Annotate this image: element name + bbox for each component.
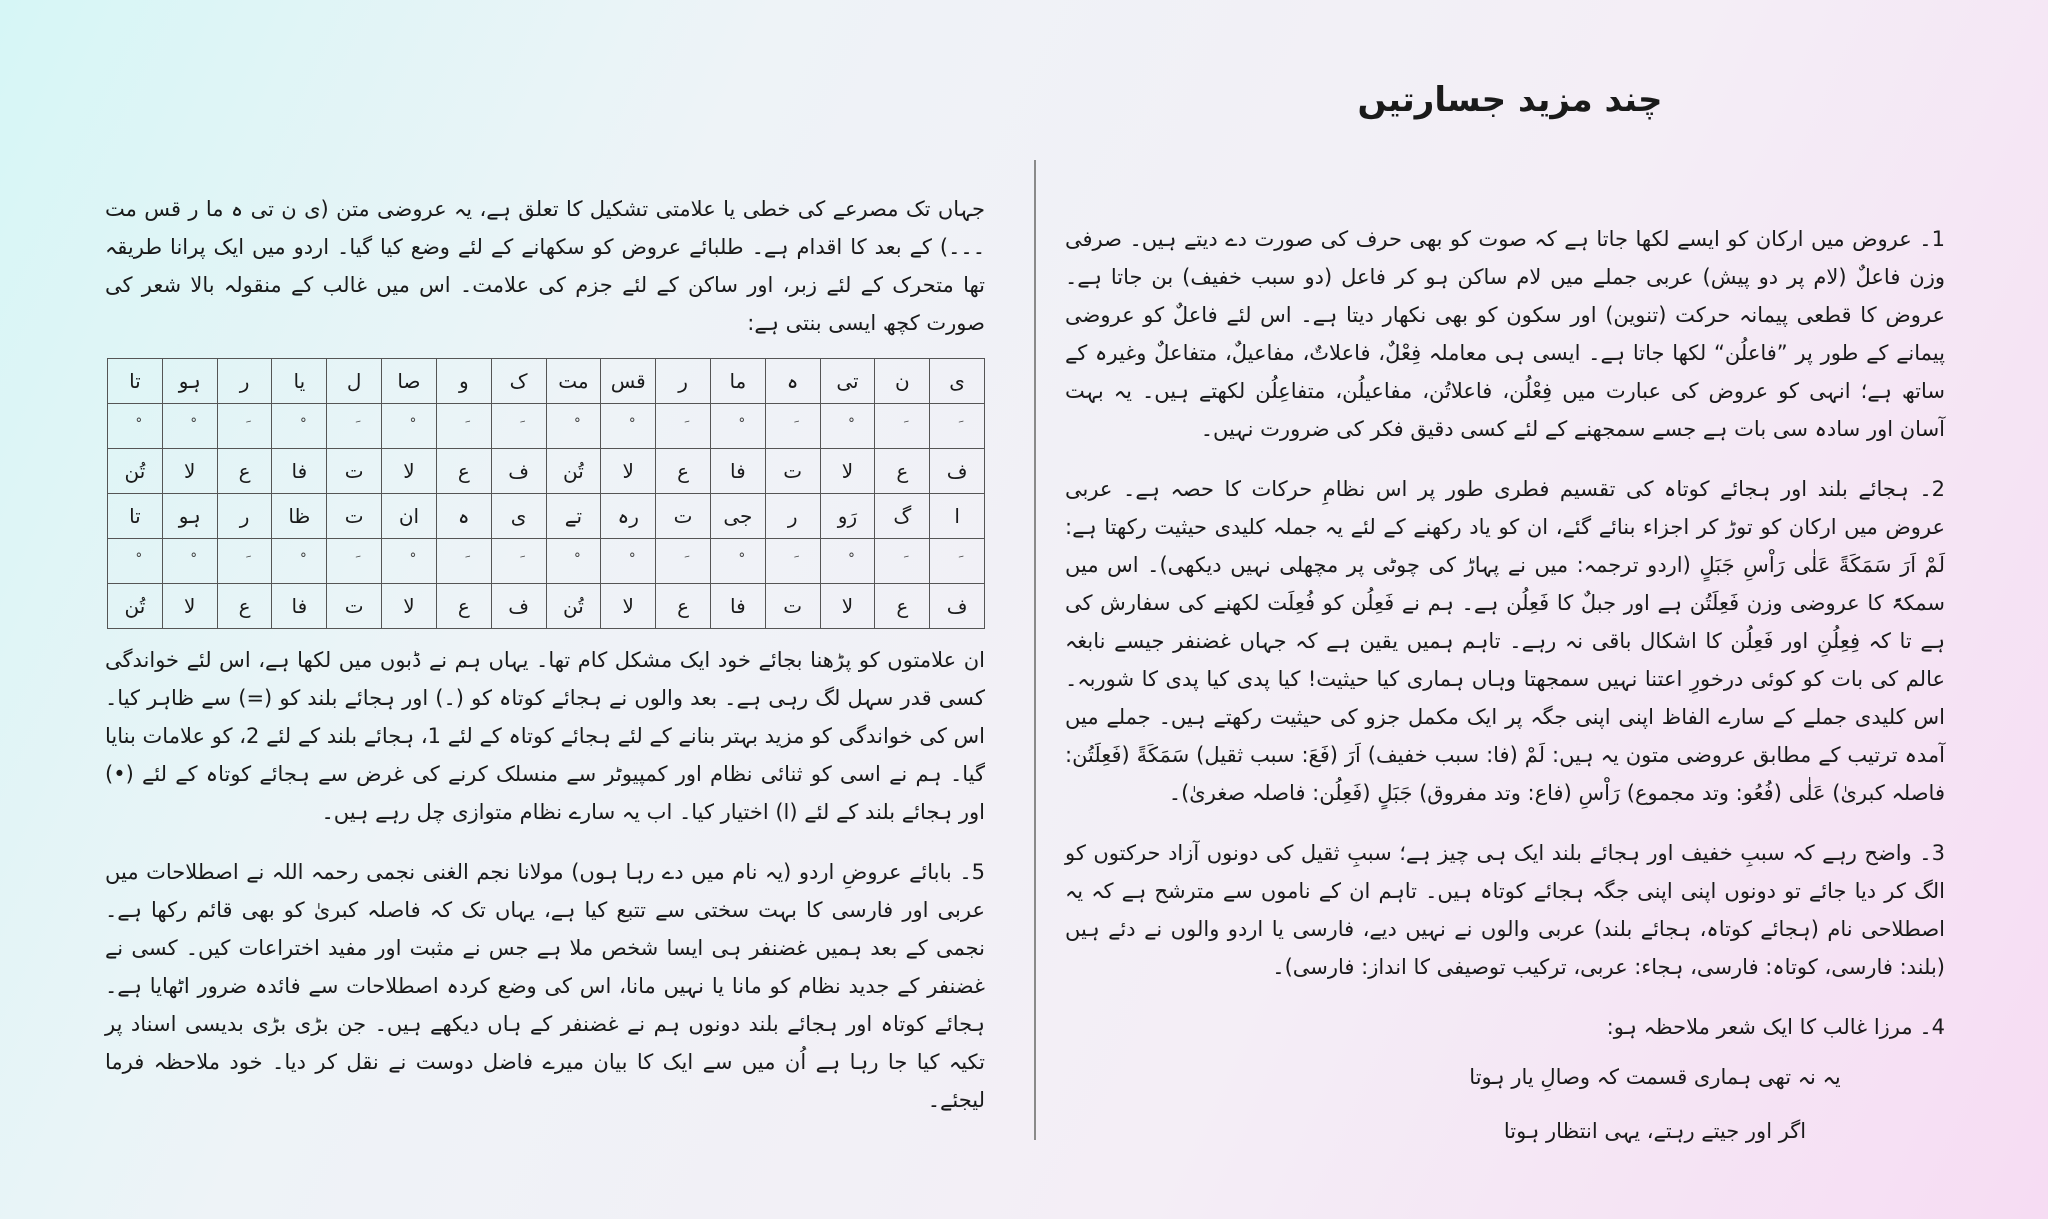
table-cell: ہ bbox=[436, 494, 491, 539]
table-cell: ت bbox=[327, 494, 382, 539]
paragraph-symbols: ان علامتوں کو پڑھنا بجائے خود ایک مشکل کام تھا۔ یہاں ہم نے ڈبوں میں لکھا ہے، اس لئے خواندگی کسی قدر سہل لگ رہی ہے۔ بعد والوں نے ہجائے کوتاہ کو (۔) اور ہجائے بلند کو (=) سے ظاہر کیا۔ اس کی خواندگی کو مزید بہتر بنانے کے لئے ہجائے کوتاہ کے لئے 1، ہجائے بلند کے لئے 2، کو علامات بنایا گیا۔ ہم نے اسی کو ثنائی نظام اور کمپیوٹر سے منسلک کرنے کی غرض سے ہجائے کوتاہ کے لئے (•) اور ہجائے بلند کے لئے (ا) اختیار کیا۔ اب یہ سارے نظام متوازی چل رہے ہیں۔ bbox=[105, 648, 986, 824]
table-cell: جی bbox=[710, 494, 765, 539]
table-cell: ہ bbox=[765, 359, 820, 404]
table-cell: ع bbox=[436, 584, 491, 629]
table-cell bbox=[820, 539, 875, 584]
table-cell: تا bbox=[108, 359, 163, 404]
table-cell: ک bbox=[491, 359, 546, 404]
table-cell bbox=[217, 539, 272, 584]
paragraph-2: 2۔ ہجائے بلند اور ہجائے کوتاہ کی تقسیم فطری طور پر اس نظامِ حرکات کا حصہ ہے۔ عربی عروض میں ارکان کو توڑ کر اجزاء بنائے گئے، ان کو یاد رکھنے کے لئے یہ جملہ کلیدی حیثیت رکھتا ہے: لَمْ اَرَ سَمَكَةً عَلٰى رَاْسِ جَبَلٍ (اردو ترجمہ: میں نے پہاڑ کی چوٹی پر مچھلی نہیں دیکھی)۔ اس میں سمکۃً کا عروضی وزن فَعِلَتُن ہے اور جبلٌ کا فَعِلُن ہے۔ ہم نے فَعِلُن کو فُعِلَت لکھنے کی سفارش کی ہے تا کہ فِعِلُنِ اور فَعِلُن کا اشکال باقی نہ رہے۔ تاہم ہمیں یقین ہے کہ جہاں غضنفر جیسے نابغہ عالم کی بات کو کوئی درخورِ اعتنا نہیں سمجھتا وہاں ہماری کیا حیثیت! کیا پدی کیا پدی کا شوربہ۔ اس کلیدی جملے کے سارے الفاظ اپنی اپنی جگہ پر ایک مکمل جزو کی حیثیت رکھتے ہیں۔ جملے میں آمدہ ترتیب کے مطابق عروضی متون یہ ہیں: لَمْ (فا: سبب خفیف) اَرَ (فَعَ: سبب ثقیل) سَمَكَةً (فَعِلَتُن: فاصلہ کبریٰ) عَلٰى (فُعُو: وتد مجموع) رَاْسِ (فاع: وتد مفروق) جَبَلٍ (فَعِلُن: فاصلہ صغریٰ)۔ bbox=[1065, 477, 1945, 805]
table-cell: ت bbox=[765, 449, 820, 494]
table-cell: ظا bbox=[272, 494, 327, 539]
table-cell: ف bbox=[930, 584, 985, 629]
table-cell: لا bbox=[382, 584, 437, 629]
table-cell: ہو bbox=[162, 359, 217, 404]
table-cell bbox=[491, 539, 546, 584]
table-cell: ع bbox=[436, 449, 491, 494]
table-cell bbox=[382, 404, 437, 449]
table-cell bbox=[272, 404, 327, 449]
table-cell bbox=[601, 404, 656, 449]
table-cell bbox=[108, 404, 163, 449]
page-title: چند مزید جسارتیں bbox=[1357, 80, 1663, 120]
table-cell: رَو bbox=[820, 494, 875, 539]
table-cell: ع bbox=[217, 584, 272, 629]
table-cell: و bbox=[436, 359, 491, 404]
table-row bbox=[108, 494, 985, 539]
table-cell: لا bbox=[820, 449, 875, 494]
column-divider bbox=[1034, 160, 1036, 1140]
table-cell bbox=[765, 539, 820, 584]
table-cell: ف bbox=[491, 449, 546, 494]
right-column bbox=[1065, 220, 1945, 1154]
table-cell: لا bbox=[162, 449, 217, 494]
table-cell: ن bbox=[875, 359, 930, 404]
table-row bbox=[108, 449, 985, 494]
table-cell: صا bbox=[382, 359, 437, 404]
table-cell bbox=[930, 404, 985, 449]
table-cell: لا bbox=[601, 449, 656, 494]
table-cell: ر bbox=[217, 359, 272, 404]
verse-line-1: یہ نہ تھی ہماری قسمت کہ وصالِ یار ہوتا bbox=[1469, 1065, 1841, 1089]
table-cell: لا bbox=[820, 584, 875, 629]
table-cell: ر bbox=[217, 494, 272, 539]
table-cell bbox=[765, 404, 820, 449]
table-cell bbox=[656, 539, 711, 584]
table-cell: قس bbox=[601, 359, 656, 404]
table-cell bbox=[327, 404, 382, 449]
table-cell: ت bbox=[765, 584, 820, 629]
table-cell bbox=[710, 404, 765, 449]
table-cell: رہ bbox=[601, 494, 656, 539]
table-cell: تُن bbox=[108, 584, 163, 629]
table-cell bbox=[108, 539, 163, 584]
table-cell: ہو bbox=[162, 494, 217, 539]
table-cell bbox=[327, 539, 382, 584]
table-cell: ر bbox=[656, 359, 711, 404]
table-cell: ت bbox=[656, 494, 711, 539]
paragraph-intro: جہاں تک مصرعے کی خطی یا علامتی تشکیل کا تعلق ہے، یہ عروضی متن (ی ن تی ہ ما ر قس مت ۔۔۔) کے بعد کا اقدام ہے۔ طلبائے عروض کو سکھانے کے لئے وضع کیا گیا۔ اردو میں ایک پرانا طریقہ تھا متحرک کے لئے زبر، اور ساکن کے لئے جزم کی علامت۔ اس میں غالب کے منقولہ بالا شعر کی صورت کچھ ایسی بنتی ہے: bbox=[105, 197, 985, 335]
table-cell bbox=[272, 539, 327, 584]
paragraph-3: 3۔ واضح رہے کہ سببِ خفیف اور ہجائے بلند ایک ہی چیز ہے؛ سببِ ثقیل کی دونوں آزاد حرکتوں کو الگ کر دیا جائے تو دونوں اپنی اپنی جگہ ہجائے کوتاہ ہیں۔ تاہم ان کے ناموں سے مترشح ہے کہ یہ اصطلاحی نام (ہجائے کوتاہ، ہجائے بلند) عربی والوں نے نہیں دیے، فارسی یا اردو والوں نے دئے ہیں (بلند: فارسی، کوتاہ: فارسی، ہجاء: عربی، ترکیب توصیفی کا انداز: فارسی)۔ bbox=[1065, 841, 1945, 979]
table-cell: ع bbox=[875, 449, 930, 494]
table-cell: ت bbox=[327, 449, 382, 494]
table-cell: ر bbox=[765, 494, 820, 539]
table-cell bbox=[162, 404, 217, 449]
table-cell bbox=[875, 404, 930, 449]
table-cell: گ bbox=[875, 494, 930, 539]
table-cell: لا bbox=[162, 584, 217, 629]
paragraph-5: 5۔ بابائے عروضِ اردو (یہ نام میں دے رہا ہوں) مولانا نجم الغنی نجمی رحمہ اللہ نے اصطلاحات میں عربی اور فارسی کا بہت سختی سے تتبع کیا ہے، یہاں تک کہ فاصلہ کبریٰ کو بھی قائم رکھا ہے۔ نجمی کے بعد ہمیں غضنفر ہی ایسا شخص ملا ہے جس نے مثبت اور مفید اختراعات کیں۔ کسی نے غضنفر کے جدید نظام کو مانا یا نہیں مانا، اس کی وضع کردہ اصطلاحات سے فائدہ ضرور اٹھایا ہے۔ ہجائے کوتاہ اور ہجائے بلند دونوں ہم نے غضنفر کے ہاں دیکھے ہیں۔ جن بڑی بڑی بدیسی اسناد پر تکیہ کیا جا رہا ہے اُن میں سے ایک کا بیان میرے فاضل دوست نے نقل کر دیا۔ خود ملاحظہ فرما لیجئے۔ bbox=[105, 860, 985, 1112]
table-cell: فا bbox=[272, 584, 327, 629]
table-cell bbox=[217, 404, 272, 449]
table-cell: ف bbox=[930, 449, 985, 494]
table-cell: ما bbox=[710, 359, 765, 404]
table-cell: تُن bbox=[546, 449, 601, 494]
table-cell bbox=[382, 539, 437, 584]
paragraph-1: 1۔ عروض میں ارکان کو ایسے لکھا جاتا ہے کہ صوت کو بھی حرف کی صورت دے دیتے ہیں۔ صرفی وزن فاعلٌ (لام پر دو پیش) عربی جملے میں لام ساکن ہو کر فاعل (دو سبب خفیف) بن جاتا ہے۔ عروض کا قطعی پیمانہ حرکت (تنوین) اور سکون کو بھی نکھار دیتا ہے۔ اس لئے فاعلٌ کو عروضی پیمانے کے طور پر ”فاعلُن“ لکھا جاتا ہے۔ ایسی ہی معاملہ فِعْلٌ، فاعلاتٌ، مفاعیلٌ، متفاعلٌ وغیرہ کے ساتھ ہے؛ انہی کو عروض کی عبارت میں فِعْلُن، فاعلاتُن، مفاعیلُن، متفاعِلُن لکھتے ہیں۔ یہ بہت آسان اور سادہ سی بات ہے جسے سمجھنے کے لئے کسی دقیق فکر کی ضرورت نہیں۔ bbox=[1065, 227, 1945, 441]
table-cell: ع bbox=[217, 449, 272, 494]
scansion-table bbox=[107, 358, 985, 629]
table-row bbox=[108, 404, 985, 449]
table-cell: ی bbox=[491, 494, 546, 539]
table-row bbox=[108, 359, 985, 404]
table-row bbox=[108, 584, 985, 629]
table-cell bbox=[601, 539, 656, 584]
left-column bbox=[105, 190, 985, 1141]
table-cell: ع bbox=[656, 584, 711, 629]
table-cell: ع bbox=[656, 449, 711, 494]
table-row bbox=[108, 539, 985, 584]
table-cell: تی bbox=[820, 359, 875, 404]
table-cell: فا bbox=[710, 584, 765, 629]
table-cell: ف bbox=[491, 584, 546, 629]
table-cell: ع bbox=[875, 584, 930, 629]
table-cell: ان bbox=[382, 494, 437, 539]
table-cell: ت bbox=[327, 584, 382, 629]
table-cell: تُن bbox=[108, 449, 163, 494]
table-cell: ا bbox=[930, 494, 985, 539]
table-cell: لا bbox=[382, 449, 437, 494]
table-cell bbox=[546, 404, 601, 449]
table-cell: تُن bbox=[546, 584, 601, 629]
verse-line-2: اگر اور جیتے رہتے، یہی انتظار ہوتا bbox=[1503, 1119, 1807, 1143]
table-cell bbox=[436, 404, 491, 449]
table-cell: لا bbox=[601, 584, 656, 629]
table-cell bbox=[491, 404, 546, 449]
table-cell bbox=[820, 404, 875, 449]
table-cell: مت bbox=[546, 359, 601, 404]
table-cell: ی bbox=[930, 359, 985, 404]
table-cell: فا bbox=[710, 449, 765, 494]
table-cell bbox=[162, 539, 217, 584]
table-cell bbox=[436, 539, 491, 584]
table-cell bbox=[875, 539, 930, 584]
table-cell bbox=[930, 539, 985, 584]
table-cell: ل bbox=[327, 359, 382, 404]
table-cell bbox=[656, 404, 711, 449]
table-cell: تے bbox=[546, 494, 601, 539]
table-cell bbox=[546, 539, 601, 584]
table-cell: فا bbox=[272, 449, 327, 494]
table-cell: تا bbox=[108, 494, 163, 539]
table-cell bbox=[710, 539, 765, 584]
table-cell: یا bbox=[272, 359, 327, 404]
paragraph-4: 4۔ مرزا غالب کا ایک شعر ملاحظہ ہو: bbox=[1606, 1015, 1945, 1039]
